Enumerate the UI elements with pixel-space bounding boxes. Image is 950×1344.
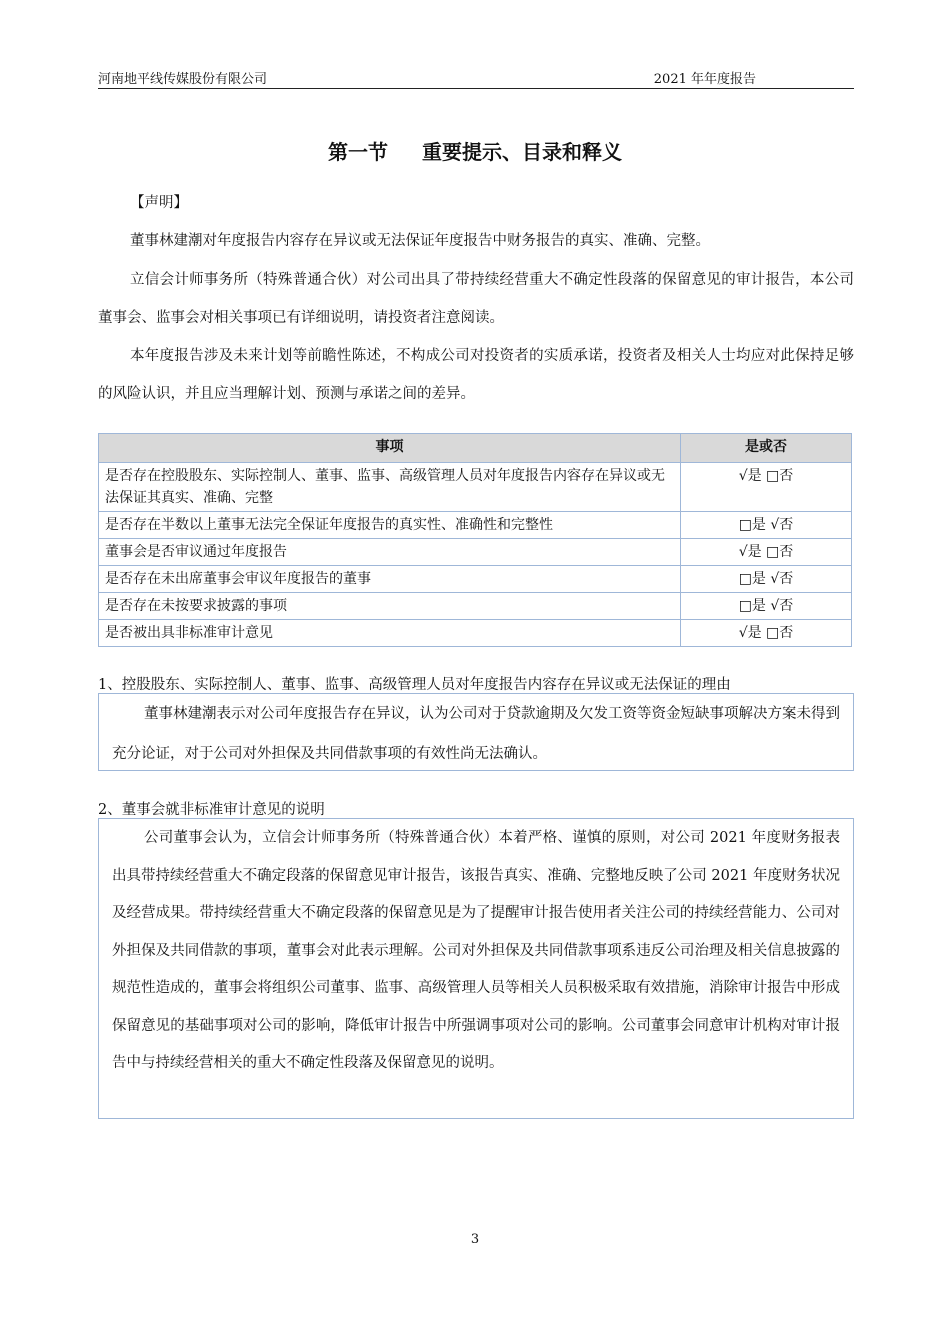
row-item: 是否存在控股股东、实际控制人、董事、监事、高级管理人员对年度报告内容存在异议或无法保证其真实、准确、完整 <box>99 463 681 512</box>
section-number: 第一节 <box>328 140 388 164</box>
audit-opinion-heading: 2、董事会就非标准审计意见的说明 <box>98 802 325 818</box>
row-answer: □是 √否 <box>681 593 852 620</box>
table-header-row <box>99 434 852 463</box>
table-row <box>99 593 852 620</box>
company-name: 河南地平线传媒股份有限公司 <box>98 72 268 87</box>
row-item: 董事会是否审议通过年度报告 <box>99 539 681 566</box>
page-header <box>98 66 854 89</box>
table-row <box>99 512 852 539</box>
table-row <box>99 620 852 647</box>
dissent-reason-text: 董事林建潮表示对公司年度报告存在异议，认为公司对于贷款逾期及欠发工资等资金短缺事项解决方案未得到充分论证，对于公司对外担保及共同借款事项的有效性尚无法确认。 <box>112 706 840 762</box>
dissent-reason-heading: 1、控股股东、实际控制人、董事、监事、高级管理人员对年度报告内容存在异议或无法保证的理由 <box>98 677 731 693</box>
report-title: 2021 年年度报告 <box>653 72 756 87</box>
declaration-paragraph-1: 董事林建潮对年度报告内容存在异议或无法保证年度报告中财务报告的真实、准确、完整。 <box>130 233 710 249</box>
section-name: 重要提示、目录和释义 <box>422 140 622 164</box>
row-answer: √是 □否 <box>681 539 852 566</box>
audit-opinion-box <box>98 818 854 1119</box>
row-item: 是否被出具非标准审计意见 <box>99 620 681 647</box>
declaration-heading: 【声明】 <box>130 195 188 211</box>
row-item: 是否存在未按要求披露的事项 <box>99 593 681 620</box>
column-header-item: 事项 <box>99 434 681 463</box>
dissent-reason-box <box>98 693 854 771</box>
section-title <box>0 136 950 165</box>
row-answer: □是 √否 <box>681 512 852 539</box>
table-row <box>99 463 852 512</box>
row-answer: □是 √否 <box>681 566 852 593</box>
table-row <box>99 566 852 593</box>
audit-opinion-text: 公司董事会认为，立信会计师事务所（特殊普通合伙）本着严格、谨慎的原则，对公司 2021 年度财务报表出具带持续经营重大不确定段落的保留意见审计报告，该报告真实、准确、完整地反映了公司 2021 年度财务状况及经营成果。带持续经营重大不确定段落的保留意见是为了提醒审计报告使用者关注公司的持续经营能力、公司对外担保及共同借款的事项，董事会对此表示理解。公司对外担保及共同借款事项系违反公司治理及相关信息披露的规范性造成的，董事会将组织公司董事、监事、高级管理人员等相关人员积极采取有效措施，消除审计报告中形成保留意见的基础事项对公司的影响，降低审计报告中所强调事项对公司的影响。公司董事会同意审计机构对审计报告中与持续经营相关的重大不确定性段落及保留意见的说明。 <box>112 830 840 1071</box>
declaration-paragraph-2: 立信会计师事务所（特殊普通合伙）对公司出具了带持续经营重大不确定性段落的保留意见的审计报告，本公司董事会、监事会对相关事项已有详细说明，请投资者注意阅读。 <box>98 272 854 326</box>
row-answer: √是 □否 <box>681 620 852 647</box>
row-answer: √是 □否 <box>681 463 852 512</box>
declaration-paragraph-3: 本年度报告涉及未来计划等前瞻性陈述，不构成公司对投资者的实质承诺，投资者及相关人士均应对此保持足够的风险认识，并且应当理解计划、预测与承诺之间的差异。 <box>98 348 854 402</box>
table-row <box>99 539 852 566</box>
items-table <box>98 433 852 647</box>
page-number: 3 <box>470 1232 480 1247</box>
row-item: 是否存在未出席董事会审议年度报告的董事 <box>99 566 681 593</box>
row-item: 是否存在半数以上董事无法完全保证年度报告的真实性、准确性和完整性 <box>99 512 681 539</box>
column-header-answer: 是或否 <box>681 434 852 463</box>
